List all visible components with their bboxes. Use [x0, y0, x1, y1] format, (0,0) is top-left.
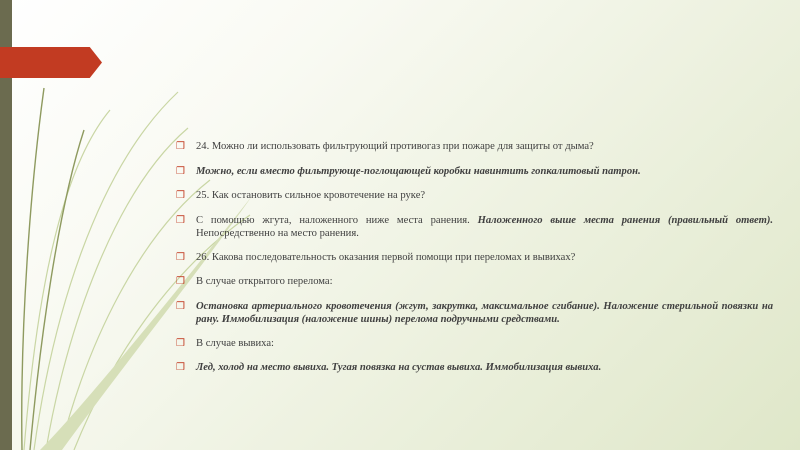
list-item-answer-24 — [176, 165, 773, 179]
list-item-fracture-steps — [176, 300, 773, 327]
list-item-question-25 — [176, 189, 773, 203]
list-item-open-fracture — [176, 275, 773, 289]
bullet-icon: ❒ — [176, 165, 185, 177]
bullet-icon: ❒ — [176, 141, 185, 152]
bullet-icon: ❒ — [176, 190, 185, 201]
item-text: Остановка артериального кровотечения (жгут, закрутка, максимальное сгибание). Наложение стерильной повязки на рану. Иммобилизация (наложение шины) перелома подручными средствами. — [196, 300, 773, 325]
item-text: Лед, холод на место вывиха. Тугая повязка на сустав вывиха. Иммобилизация вывиха. — [196, 362, 602, 373]
list-item-question-26 — [176, 251, 773, 265]
bullet-icon: ❒ — [176, 251, 185, 263]
item-text-correct-answer: Наложенного выше места ранения (правильный ответ). — [477, 214, 773, 226]
bullet-icon: ❒ — [176, 362, 185, 373]
list-item-question-24 — [176, 140, 773, 154]
item-text-part: С помощью жгута, наложенного ниже места ранения. — [196, 214, 478, 226]
list-item-dislocation-steps — [176, 361, 773, 375]
bullet-icon: ❒ — [176, 337, 185, 349]
bullet-icon: ❒ — [176, 300, 185, 312]
bullet-icon: ❒ — [176, 276, 185, 287]
item-text: 25. Как остановить сильное кровотечение на руке? — [196, 190, 426, 201]
item-text: Можно, если вместо фильтрующе-поглощающей коробки навинтить гопкалитовый патрон. — [196, 165, 641, 177]
list-item-answer-25 — [176, 214, 773, 241]
item-text: 26. Какова последовательность оказания первой помощи при переломах и вывихах? — [196, 251, 576, 263]
item-text: В случае открытого перелома: — [196, 276, 333, 287]
list-item-dislocation — [176, 337, 773, 351]
item-text: 24. Можно ли использовать фильтрующий противогаз при пожаре для защиты от дыма? — [196, 141, 594, 152]
item-text: В случае вывиха: — [196, 337, 274, 349]
item-text-part: Непосредственно на место ранения. — [196, 228, 359, 239]
content-list — [176, 140, 773, 386]
title-band — [0, 47, 102, 78]
bullet-icon: ❒ — [176, 214, 185, 226]
